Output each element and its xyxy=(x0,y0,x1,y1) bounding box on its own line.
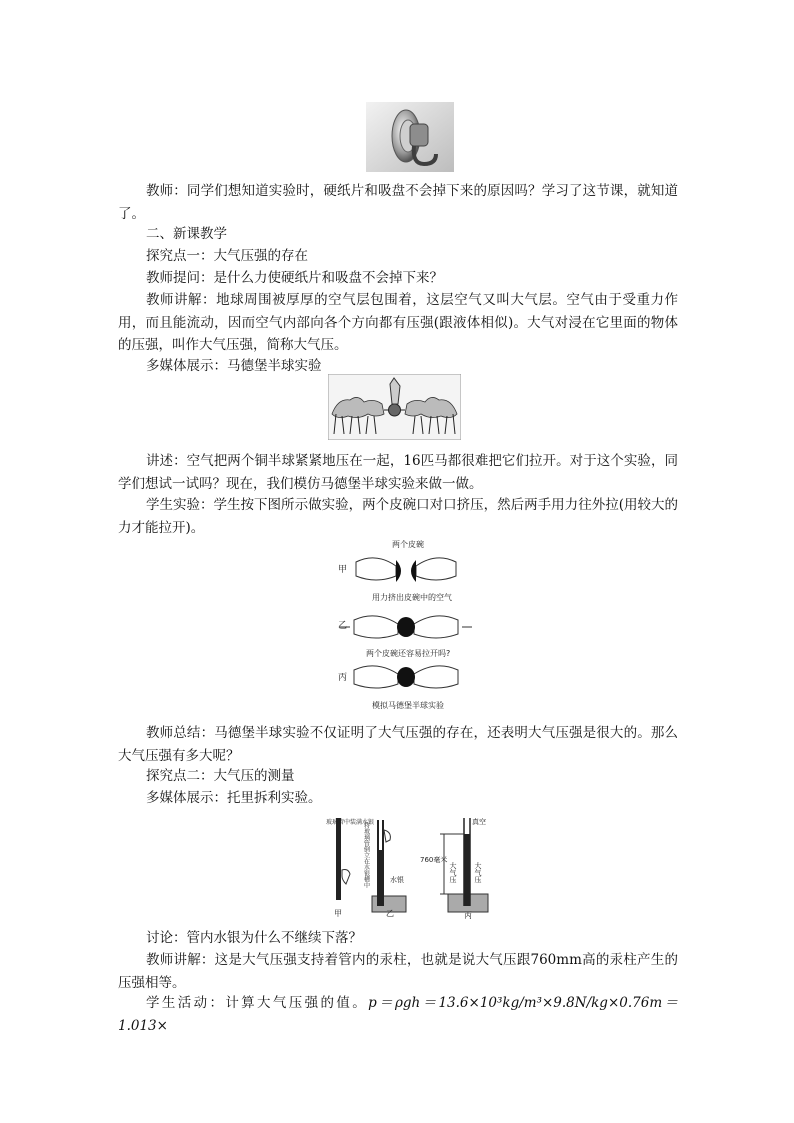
torricelli-experiment-figure xyxy=(320,810,506,922)
subsection-heading: 探究点一：大气压强的存在 xyxy=(146,248,308,264)
paragraph xyxy=(118,992,678,1037)
figure-text: 将玻璃管倒立在水银槽中 xyxy=(362,822,370,888)
subsection-heading: 探究点二：大气压的测量 xyxy=(146,768,295,784)
magdeburg-hemispheres-image xyxy=(328,374,461,440)
paragraph: 讲述：空气把两个铜半球紧紧地压在一起，16匹马都很难把它们拉开。对于这个实验，同学们想试一试吗？现在，我们模仿马德堡半球实验来做一做。 xyxy=(118,453,678,492)
figure-text: 大气压 xyxy=(474,862,482,883)
figure-caption: 模拟马德堡半球实验 xyxy=(372,701,444,710)
activity-label: 学生活动：计算大气压强的值。 xyxy=(146,995,369,1011)
suction-hook-image xyxy=(366,102,454,172)
paragraph: 教师：同学们想知道实验时，硬纸片和吸盘不会掉下来的原因吗？学习了这节课，就知道了。 xyxy=(118,183,678,222)
paragraph: 教师讲解：地球周围被厚厚的空气层包围着，这层空气又叫大气层。空气由于受重力作用，而且能流动，因而空气内部向各个方向都有压强(跟液体相似)。大气对浸在它里面的物体的压强，叫作大气压强，简称大气压。 xyxy=(118,292,678,353)
paragraph: 教师讲解：这是大气压强支持着管内的汞柱，也就是说大气压跟760mm高的汞柱产生的压强相等。 xyxy=(118,952,678,991)
rubber-cup-experiment-figure xyxy=(336,538,476,714)
paragraph: 多媒体展示：马德堡半球实验 xyxy=(146,358,322,374)
section-heading: 二、新课教学 xyxy=(146,226,227,242)
figure-text: 真空 xyxy=(472,818,486,826)
figure-caption: 两个皮碗还容易拉开吗? xyxy=(366,649,451,658)
figure-label: 甲 xyxy=(338,565,348,575)
figure-caption: 用力挤出皮碗中的空气 xyxy=(372,593,452,602)
paragraph: 学生实验：学生按下图所示做实验，两个皮碗口对口挤压，然后两手用力往外拉(用较大的力才能拉开)。 xyxy=(118,497,678,536)
paragraph: 讨论：管内水银为什么不继续下落？ xyxy=(146,930,362,946)
figure-label: 甲 xyxy=(334,909,342,918)
paragraph: 教师总结：马德堡半球实验不仅证明了大气压强的存在，还表明大气压强是很大的。那么大气压强有多大呢？ xyxy=(118,725,678,764)
figure-label: 丙 xyxy=(464,911,472,920)
pressure-formula: p＝ρgh＝13.6×10³kg/m³×9.8N/kg×0.76m＝1.013× xyxy=(118,995,678,1034)
figure-label: 丙 xyxy=(338,673,348,683)
figure-text: 760毫米 xyxy=(420,856,448,864)
figure-text: 玻璃管中装满水银 xyxy=(326,819,375,826)
paragraph: 多媒体展示：托里拆利实验。 xyxy=(146,790,322,806)
paragraph: 教师提问：是什么力使硬纸片和吸盘不会掉下来？ xyxy=(146,270,443,286)
figure-label: 两个皮碗 xyxy=(392,540,424,549)
figure-label: 乙 xyxy=(338,621,348,631)
figure-text: 水银 xyxy=(390,876,404,884)
figure-text: 大气压 xyxy=(449,862,457,883)
figure-label: 乙 xyxy=(386,909,394,918)
